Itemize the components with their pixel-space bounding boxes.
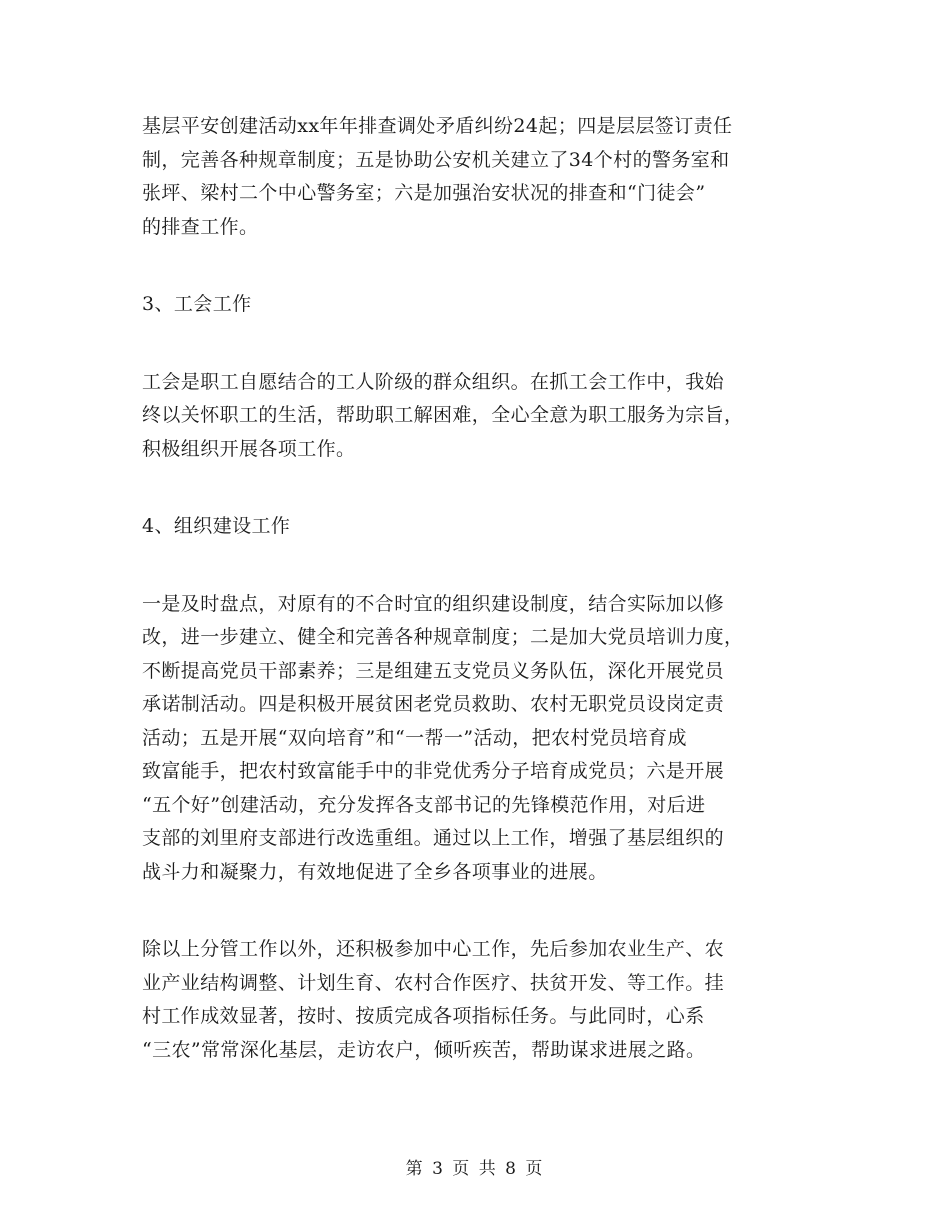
text-line: 工会是职工自愿结合的工人阶级的群众组织。在抓工会工作中，我始 <box>142 370 725 393</box>
text-line: 积极组织开展各项工作。 <box>142 437 356 460</box>
text-line: “三农”常常深化基层，走访农户，倾听疾苦，帮助谋求进展之路。 <box>142 1038 706 1061</box>
section-heading-union-work: 3、工会工作 <box>142 293 252 315</box>
text-line: 业产业结构调整、计划生育、农村合作医疗、扶贫开发、等工作。挂 <box>142 971 725 994</box>
text-line: 一是及时盘点，对原有的不合时宜的组织建设制度，结合实际加以修 <box>142 592 725 615</box>
text-line: 终以关怀职工的生活，帮助职工解困难，全心全意为职工服务为宗旨， <box>142 404 744 426</box>
document-body <box>142 110 814 1111</box>
paragraph-union-work <box>142 366 814 467</box>
text-line: 活动；五是开展“双向培育”和“一帮一”活动，把农村党员培育成 <box>142 726 687 749</box>
text-line: 制，完善各种规章制度；五是协助公安机关建立了34个村的警务室和 <box>142 148 730 171</box>
text-line: 不断提高党员干部素养；三是组建五支党员义务队伍，深化开展党员 <box>142 659 725 682</box>
text-line: 村工作成效显著，按时、按质完成各项指标任务。与此同时，心系 <box>142 1005 705 1027</box>
paragraph-other-work <box>142 933 814 1067</box>
text-line: 支部的刘里府支部进行改选重组。通过以上工作，增强了基层组织的 <box>142 827 725 849</box>
text-line: 致富能手，把农村致富能手中的非党优秀分子培育成党员；六是开展 <box>142 760 725 782</box>
text-line: “五个好”创建活动，充分发挥各支部书记的先锋模范作用，对后进 <box>142 793 706 816</box>
text-line: 张坪、梁村二个中心警务室；六是加强治安状况的排查和“门徒会” <box>142 182 706 204</box>
text-line: 承诺制活动。四是积极开展贫困老党员救助、农村无职党员设岗定责 <box>142 693 725 715</box>
page-number-footer: 第 3 页 共 8 页 <box>405 1159 545 1179</box>
text-line: 除以上分管工作以外，还积极参加中心工作，先后参加农业生产、农 <box>142 938 725 960</box>
paragraph-organization-work <box>142 588 814 890</box>
text-line: 战斗力和凝聚力，有效地促进了全乡各项事业的进展。 <box>142 860 608 883</box>
text-line: 基层平安创建活动xx年年排查调处矛盾纠纷24起；四是层层签订责任 <box>142 115 733 137</box>
section-heading-organization-work: 4、组织建设工作 <box>142 515 291 537</box>
text-line: 的排查工作。 <box>142 215 259 238</box>
text-line: 改，进一步建立、健全和完善各种规章制度；二是加大党员培训力度， <box>142 626 744 648</box>
paragraph-public-security <box>142 110 814 244</box>
